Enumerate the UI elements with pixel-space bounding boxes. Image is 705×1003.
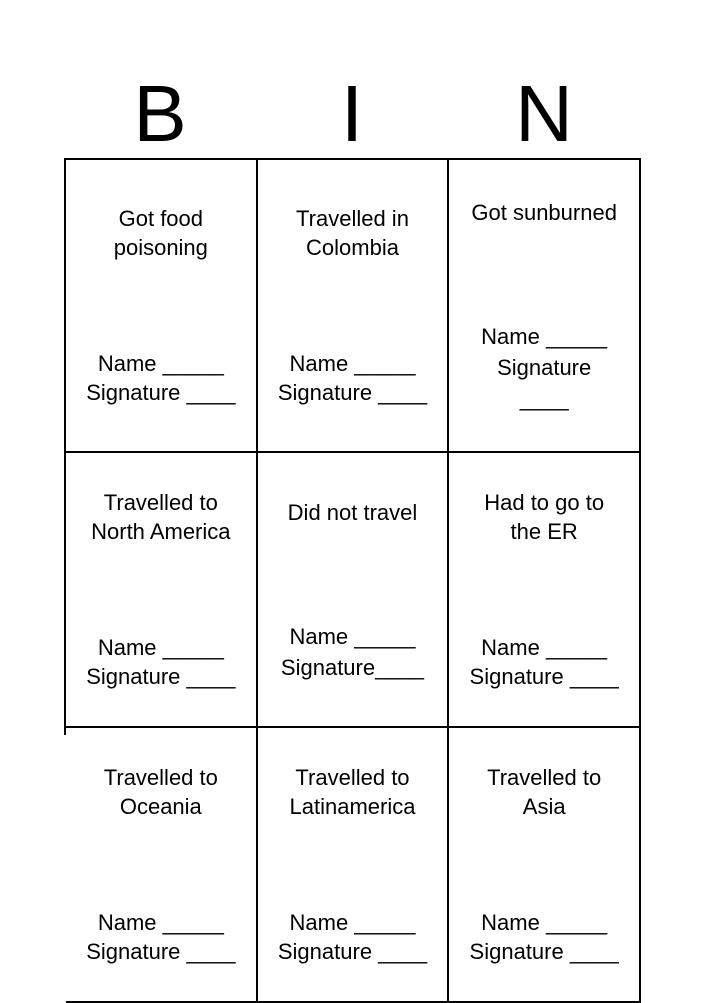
cell-sign-fields: Name _____ Signature ____ bbox=[277, 910, 428, 964]
cell-title: Travelled to Oceania bbox=[103, 765, 218, 819]
cell-content bbox=[278, 175, 427, 436]
bingo-cell[interactable] bbox=[66, 453, 258, 728]
cell-title: Did not travel bbox=[287, 499, 418, 525]
cell-content bbox=[86, 459, 235, 720]
cell-content bbox=[470, 459, 619, 720]
bingo-cell[interactable] bbox=[66, 160, 258, 453]
cell-sign-fields: Name _____ Signature ____ bbox=[86, 351, 236, 405]
cell-sign-fields: Name _____ Signature ____ bbox=[86, 635, 236, 689]
bingo-header bbox=[64, 70, 641, 158]
cell-sign-fields: Name _____ Signature ____ bbox=[86, 910, 236, 964]
cell-title: Travelled to Asia bbox=[487, 765, 602, 819]
cell-content bbox=[278, 734, 427, 995]
cell-content bbox=[86, 175, 235, 436]
cell-title: Travelled in Colombia bbox=[296, 206, 409, 260]
cell-title: Travelled to North America bbox=[91, 490, 231, 544]
cell-content bbox=[471, 166, 617, 445]
cell-sign-fields: Name _____ Signature ____ bbox=[481, 324, 608, 411]
bingo-cell[interactable] bbox=[258, 728, 450, 1003]
bingo-cell[interactable] bbox=[449, 728, 641, 1003]
cell-sign-fields: Name _____ Signature ____ bbox=[469, 635, 619, 689]
cell-content bbox=[86, 734, 235, 995]
cell-content bbox=[470, 734, 619, 995]
cell-title: Travelled to Latinamerica bbox=[289, 765, 416, 819]
bingo-cell[interactable] bbox=[449, 160, 641, 453]
cell-sign-fields: Name _____ Signature ____ bbox=[469, 910, 619, 964]
cell-title: Got sunburned bbox=[471, 200, 617, 225]
header-letter-b: B bbox=[133, 69, 187, 158]
cell-title: Got food poisoning bbox=[113, 206, 208, 260]
cell-content bbox=[281, 466, 424, 714]
free-space-cell[interactable] bbox=[258, 453, 450, 728]
cell-sign-fields: Name _____ Signature____ bbox=[280, 623, 425, 680]
bingo-cell[interactable] bbox=[449, 453, 641, 728]
bingo-cell[interactable] bbox=[66, 728, 258, 1003]
header-letter-n: N bbox=[515, 69, 573, 158]
cell-title: Had to go to the ER bbox=[484, 490, 605, 544]
header-letter-i: I bbox=[340, 69, 364, 158]
cell-sign-fields: Name _____ Signature ____ bbox=[277, 351, 428, 405]
bingo-cell[interactable] bbox=[258, 160, 450, 453]
bingo-grid bbox=[64, 158, 641, 964]
